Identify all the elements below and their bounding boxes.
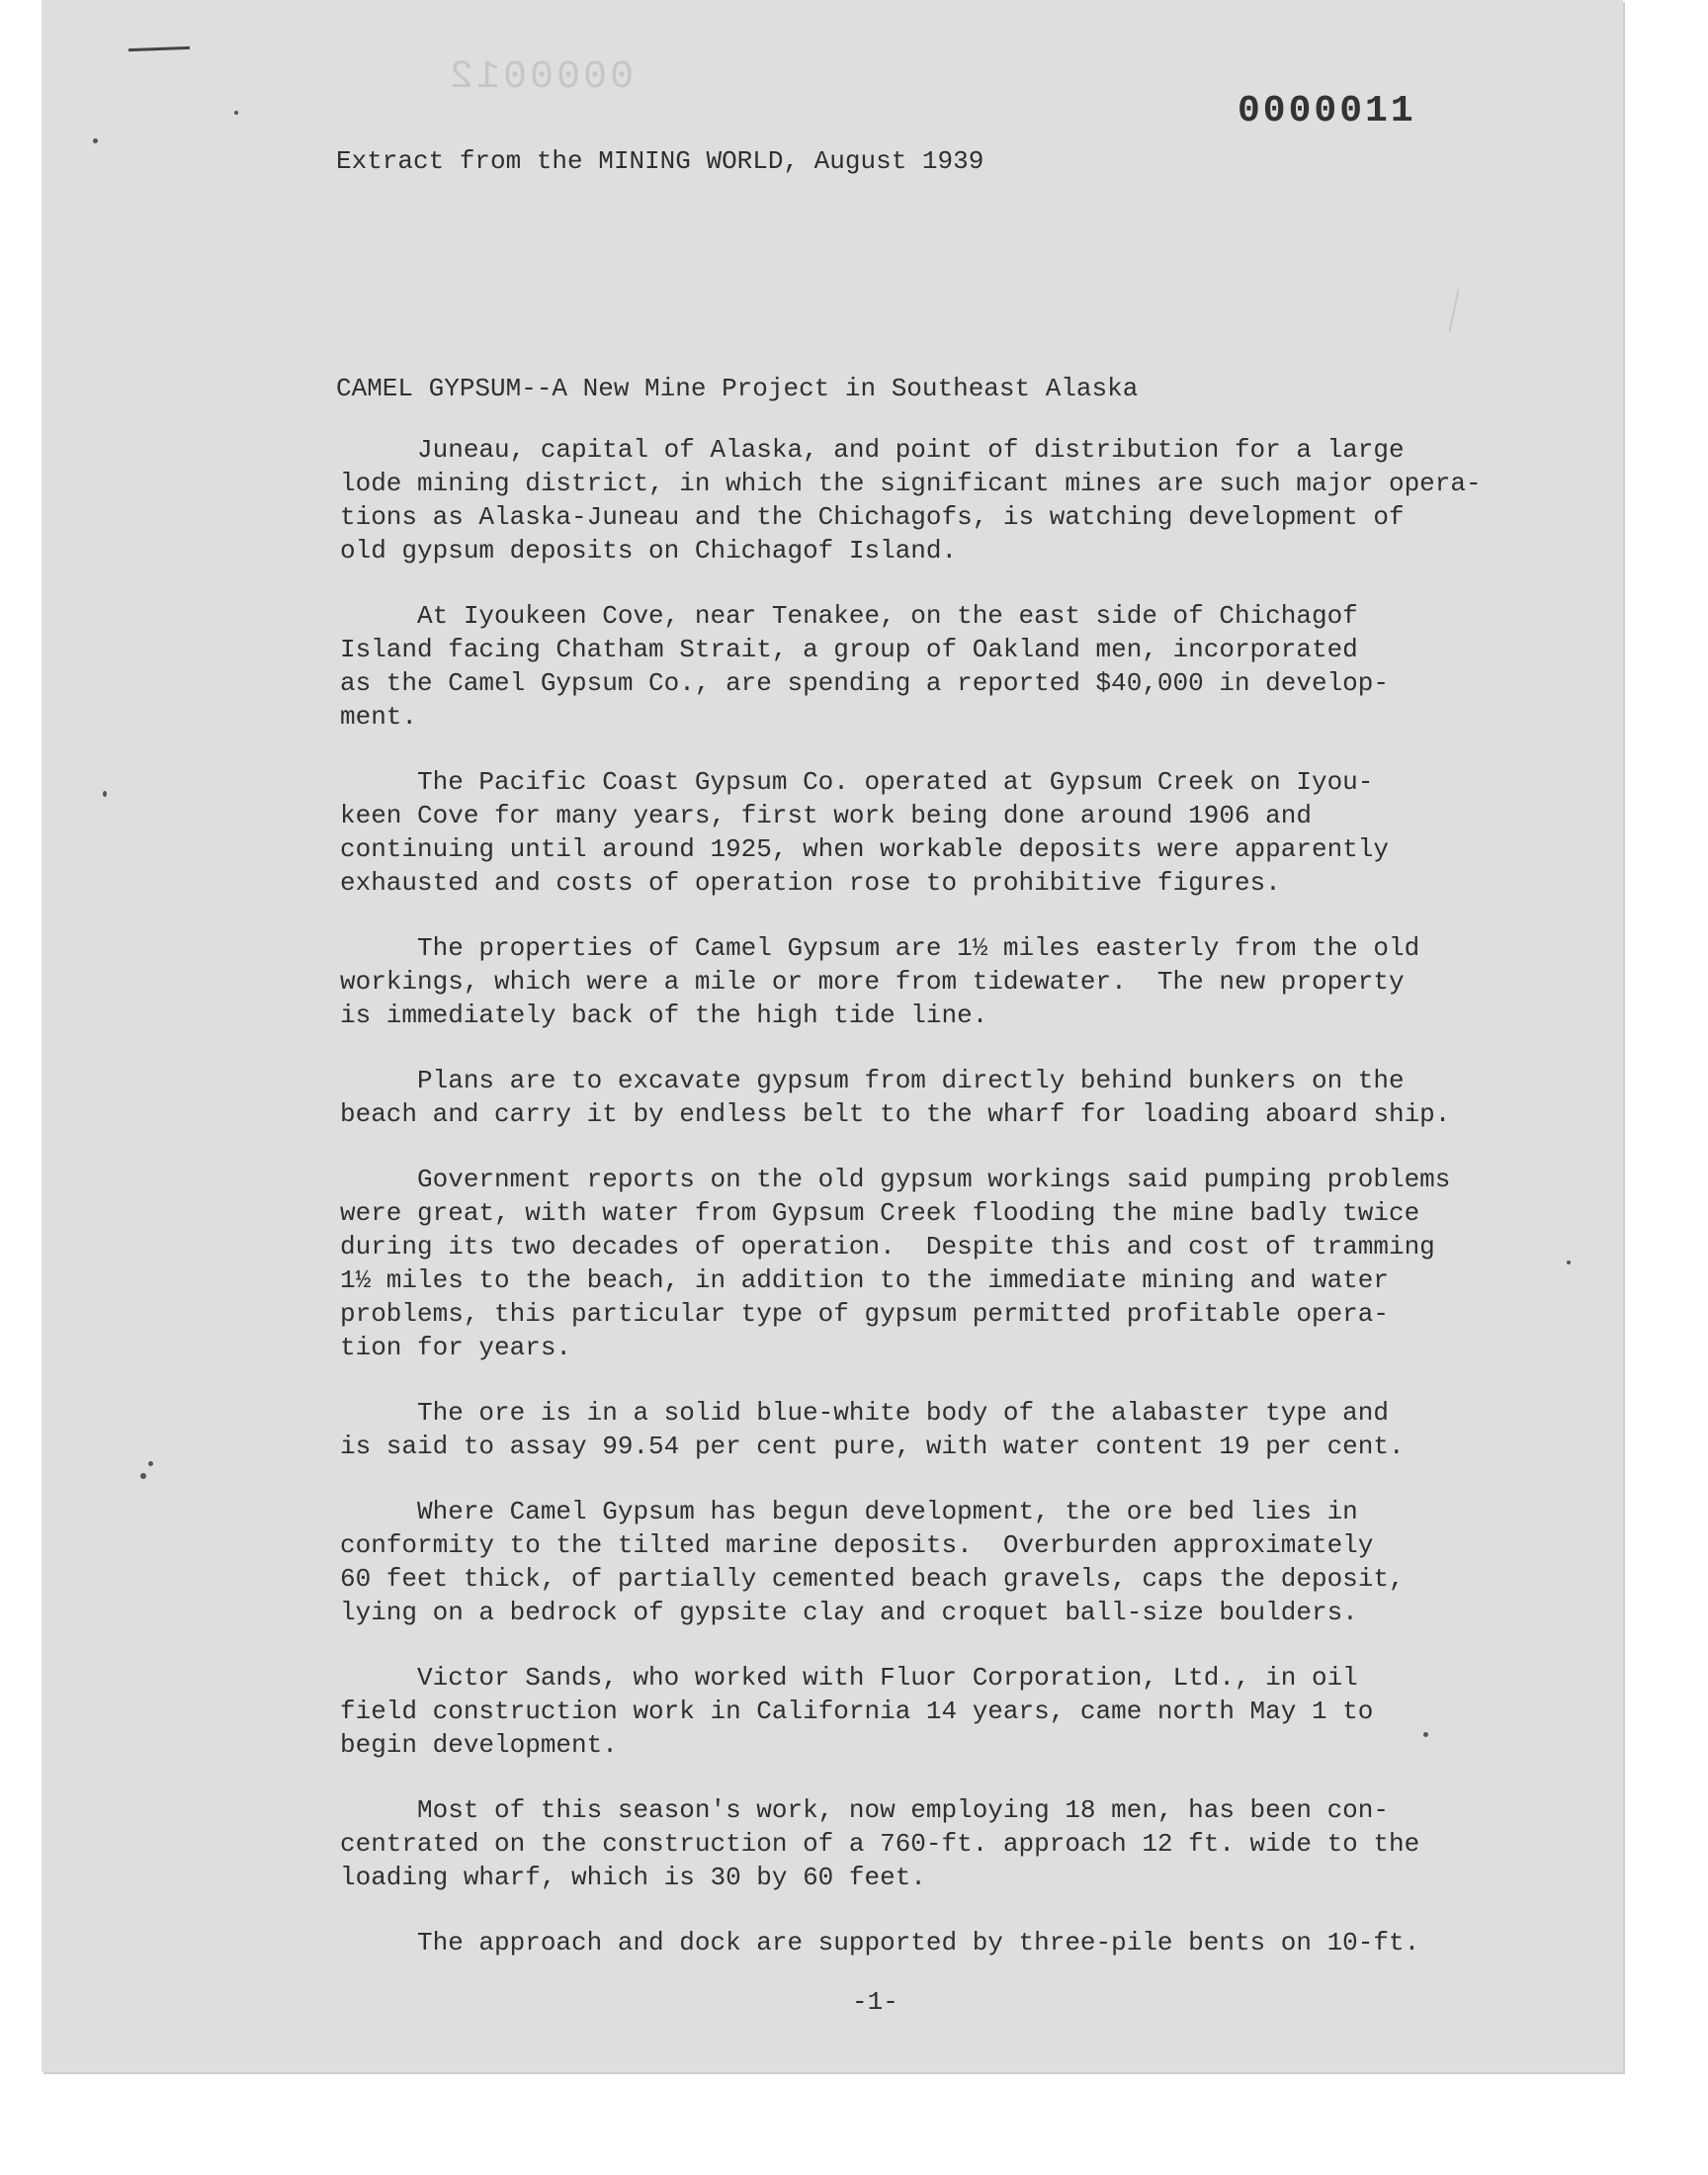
article-title: CAMEL GYPSUM--A New Mine Project in Southeast Alaska (336, 374, 1139, 403)
paper-speck (140, 1473, 146, 1479)
paragraph: Plans are to excavate gypsum from directly behind bunkers on the beach and carry it by endless belt to the wharf for loading aboard ship. (340, 1066, 1451, 1129)
faint-pen-mark (1448, 289, 1459, 331)
paragraph: At Iyoukeen Cove, near Tenakee, on the east side of Chichagof Island facing Chatham Strait, a group of Oakland men, incorporated as the Camel Gypsum Co., are spending a reported $40,000 in develop- ment. (340, 601, 1389, 732)
paper-speck (148, 1461, 153, 1466)
source-line: Extract from the MINING WORLD, August 1939 (336, 146, 984, 176)
paragraph: Most of this season's work, now employing 18 men, has been con- centrated on the construction of a 760-ft. approach 12 ft. wide to the loading wharf, which is 30 by 60 feet. (340, 1795, 1420, 1892)
paper-speck (93, 138, 98, 143)
paper-speck (234, 111, 238, 115)
paper-speck (1567, 1261, 1571, 1264)
paragraph: Victor Sands, who worked with Fluor Corporation, Ltd., in oil field construction work in California 14 years, came north May 1 to begin development. (340, 1663, 1374, 1760)
paragraph: Where Camel Gypsum has begun development, the ore bed lies in conformity to the tilted marine deposits. Overburden approximately 60 feet thick, of partially cemented beach gravels, caps the deposit, lying on a bedrock of gypsite clay and croquet ball-size boulders. (340, 1497, 1405, 1627)
paragraph: The properties of Camel Gypsum are 1½ miles easterly from the old workings, which were a mile or more from tidewater. The new property is immediately back of the high tide line. (340, 933, 1420, 1030)
paper-speck (103, 791, 107, 797)
page-number: -1- (852, 1987, 898, 2017)
article-body (340, 433, 1566, 1991)
paragraph: Government reports on the old gypsum workings said pumping problems were great, with water from Gypsum Creek flooding the mine badly twice during its two decades of operation. Despite this and cost of tramming 1½ miles to the beach, in addition to the immediate mining and water problems, this particular type of gypsum permitted profitable opera- tion for years. (340, 1165, 1451, 1362)
document-number-stamp: 0000011 (1238, 90, 1416, 132)
paragraph: The Pacific Coast Gypsum Co. operated at Gypsum Creek on Iyou- keen Cove for many years, first work being done around 1906 and continuing until around 1925, when workable deposits were apparently exhausted and costs of operation rose to prohibitive figures. (340, 767, 1389, 898)
paragraph: Juneau, capital of Alaska, and point of distribution for a large lode mining district, in which the significant mines are such major opera- tions as Alaska-Juneau and the Chichagofs, is watching development of old gypsum deposits on Chichagof Island. (340, 435, 1482, 566)
document-page (42, 0, 1623, 2072)
bleed-through-document-number: 0000012 (447, 55, 635, 100)
paragraph: The approach and dock are supported by three-pile bents on 10-ft. (340, 1928, 1420, 1958)
stray-pen-mark (128, 46, 190, 51)
paragraph: The ore is in a solid blue-white body of the alabaster type and is said to assay 99.54 per cent pure, with water content 19 per cent. (340, 1398, 1405, 1461)
